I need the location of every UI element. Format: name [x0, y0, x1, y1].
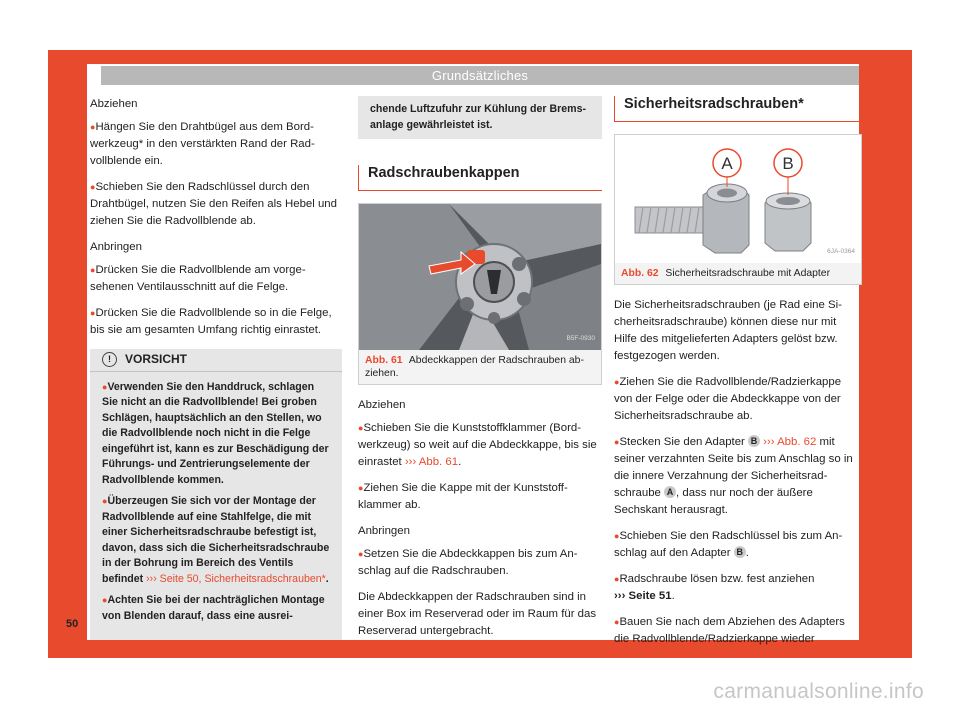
security-bolt-illustration — [615, 135, 861, 263]
anbringen-step-1: ● Drücken Sie die Radvollblende am vorgesehenen Ventilausschnitt auf die Felge. — [90, 262, 342, 296]
figure-62-caption-text: Sicherheitsradschraube mit Adapter — [665, 268, 831, 279]
security-step-5: ● Bauen Sie nach dem Abziehen des Adapters die Radvollblende/Radzierkappe wieder — [614, 614, 862, 648]
abziehen-2-step-1 — [358, 420, 602, 471]
security-step-4-text: Radschraube lösen bzw. fest anziehen — [619, 573, 815, 585]
security-step-2 — [614, 434, 862, 519]
anbringen-step-2: ● Drücken Sie die Radvollblende so in die Felge, bis sie am gesamten Umfang richtig einrastet. — [90, 305, 342, 339]
warning-box-continued: chende Luftzufuhr zur Kühlung der Bremsanlage gewährleistet ist. — [358, 96, 602, 139]
security-step-3-end: . — [745, 547, 749, 559]
figure-61-code: B5F-0930 — [566, 335, 595, 342]
security-step-2-text-b: mit seiner verzahnten Seite bis zum Anschlag so in die innere Verzahnung der Sicherheitsradschraube — [614, 436, 853, 499]
abziehen-step-1: ● Hängen Sie den Drahtbügel aus dem Bordwerkzeug* in den verstärkten Rand der Radvollblende ein. — [90, 119, 342, 170]
section-title-radschraubenkappen: Radschraubenkappen — [358, 165, 602, 191]
figure-61 — [358, 203, 602, 385]
figure-62-tag-a: A — [721, 154, 733, 173]
figure-62-caption — [615, 263, 861, 284]
page-header: Grundsätzliches — [101, 66, 859, 85]
security-step-3 — [614, 528, 862, 562]
security-step-2-text-a: Stecken Sie den Adapter — [619, 436, 745, 448]
figure-62-code: 6JA-0364 — [827, 248, 855, 255]
figure-61-label: Abb. 61 — [365, 355, 403, 366]
security-step-4 — [614, 571, 862, 605]
warning-item-2-link[interactable]: ››› Seite 50, Sicherheitsradschrauben* — [146, 572, 326, 585]
warning-item-2-text: Überzeugen Sie sich vor der Montage der Radvollblende auf eine Stahlfelge, die mit einer Sicherheitsradschraube befestigt ist, davon, dass sich die Sicherheitsradschraube in der Bohrung im Bereich des Ventils befindet — [102, 495, 330, 585]
abziehen-2-step-1-text: Schieben Sie die Kunststoffklammer (Bordwerkzeug) so weit auf die Abdeckkappe, bis sie einrastet — [358, 422, 597, 468]
figure-61-caption-text: Abdeckkappen der Radschrauben abziehen. — [365, 355, 584, 379]
abziehen-heading-2: Abziehen — [358, 399, 406, 411]
seite-51-link[interactable]: ››› Seite 51 — [614, 590, 672, 602]
figure-61-caption — [359, 350, 601, 384]
anbringen-2-step-1: ● Setzen Sie die Abdeckkappen bis zum Anschlag auf die Radschrauben. — [358, 546, 602, 580]
section-title-sicherheitsradschrauben: Sicherheitsradschrauben* — [614, 96, 862, 122]
figure-62 — [614, 134, 862, 285]
warning-icon: ! — [102, 352, 117, 367]
abb-61-link[interactable]: ››› Abb. 61 — [404, 456, 459, 468]
warning-item-2 — [102, 494, 332, 587]
warning-title — [90, 349, 342, 372]
security-bolt-intro: Die Sicherheitsradschrauben (je Rad eine Sicherheitsradschraube) können diese nur mit Hilfe des mitgelieferten Adapters gelöst bzw. festgezogen werden. — [614, 299, 842, 362]
column-middle — [358, 96, 602, 649]
abziehen-2-step-2: ● Ziehen Sie die Kappe mit der Kunststoffklammer ab. — [358, 480, 602, 514]
figure-62-label: Abb. 62 — [621, 268, 659, 279]
abb-62-link[interactable]: ››› Abb. 62 — [763, 436, 817, 448]
wheel-cap-illustration — [359, 204, 601, 350]
abziehen-2-step-1-end: . — [458, 456, 462, 468]
security-step-4-end: . — [671, 590, 675, 602]
abziehen-step-2: ● Schieben Sie den Radschlüssel durch den Drahtbügel, nutzen Sie den Reifen als Hebel und ziehen Sie die Radvollblende ab. — [90, 179, 342, 230]
abziehen-heading: Abziehen — [90, 98, 138, 110]
column-left — [90, 96, 342, 640]
figure-62-image — [615, 135, 861, 263]
column-right — [614, 96, 862, 657]
watermark: carmanualsonline.info — [713, 680, 924, 703]
security-step-3-text: Schieben Sie den Radschlüssel bis zum Anschlag auf den Adapter — [614, 530, 843, 559]
security-step-2-text-c: , dass nur noch der äußere Sechskant herausragt. — [614, 487, 813, 516]
warning-label: VORSICHT — [125, 352, 188, 366]
warning-item-1: ● Verwenden Sie den Handdruck, schlagen Sie nicht an die Radvollblende! Bei groben Schlägen, hauptsächlich an den Stellen, wo die Radvollblende noch nicht in die Felge eingeführt ist, kann es zur Beschädigung der Führungs- und Zentrierungselemente der Radvollblende kommen. — [102, 380, 332, 489]
warning-box — [90, 349, 342, 640]
storage-note: Die Abdeckkappen der Radschrauben sind in einer Box im Reserverad oder im Raum für das Reserverad untergebracht. — [358, 591, 597, 637]
anbringen-heading-2: Anbringen — [358, 525, 410, 537]
figure-61-image — [359, 204, 601, 350]
tag-a-badge: A — [664, 486, 676, 498]
security-step-1: ● Ziehen Sie die Radvollblende/Radzierkappe von der Felge oder die Abdeckkappe von der Sicherheitsradschraube ab. — [614, 374, 862, 425]
tag-b-badge-2: B — [734, 546, 746, 558]
tag-b-badge: B — [748, 435, 760, 447]
warning-item-2-end: . — [325, 572, 329, 585]
warning-item-3: ● Achten Sie bei der nachträglichen Montage von Blenden darauf, dass eine ausrei- — [102, 593, 332, 624]
page-number: 50 — [66, 618, 79, 630]
figure-62-tag-b: B — [782, 154, 794, 173]
anbringen-heading: Anbringen — [90, 241, 142, 253]
